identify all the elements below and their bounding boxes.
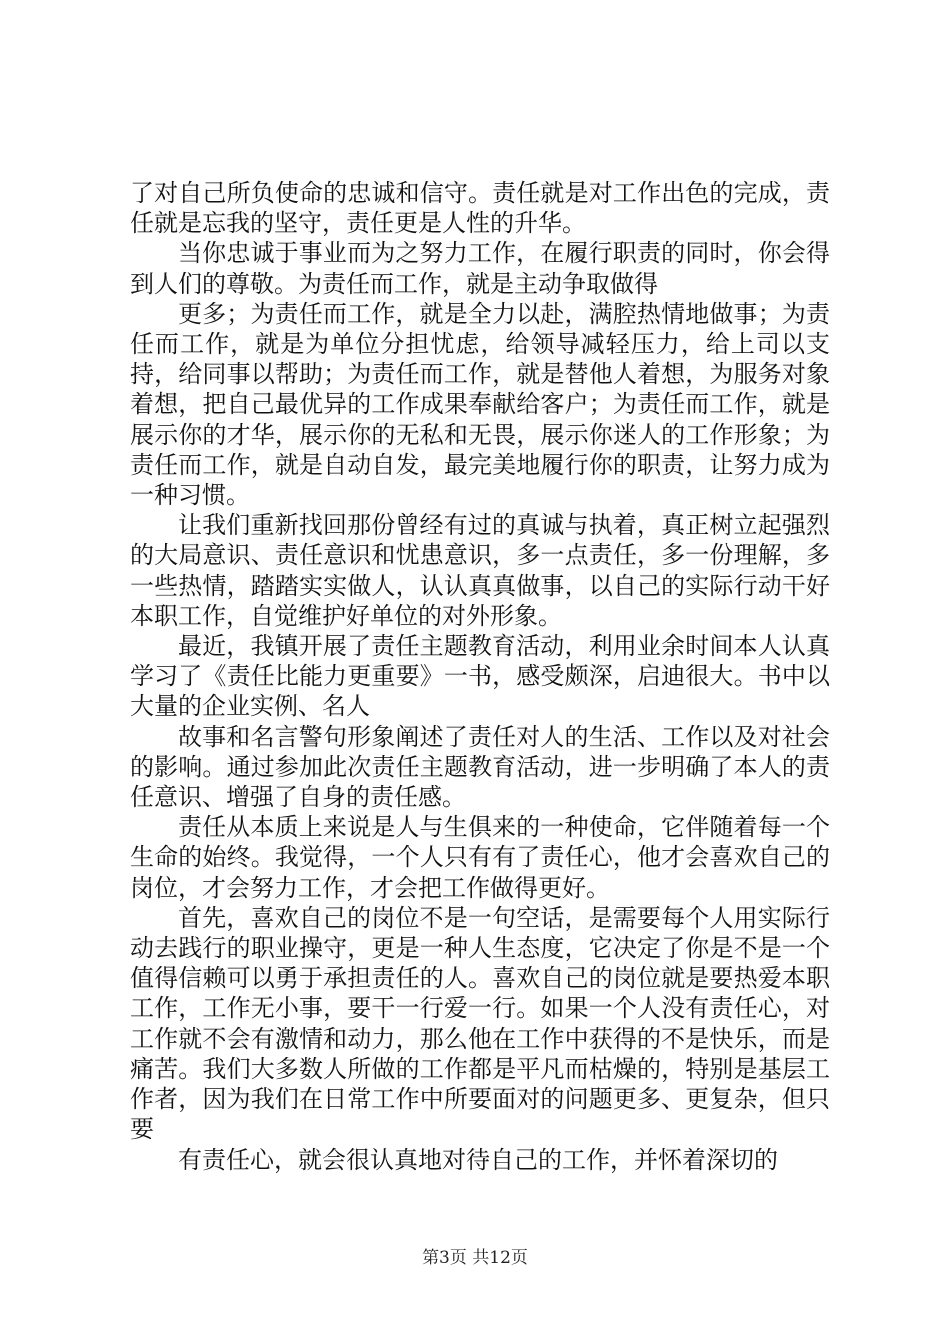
paragraph-1: 了对自己所负使命的忠诚和信守。责任就是对工作出色的完成，责任就是忘我的坚守，责任更是人性的升华。: [130, 179, 830, 238]
page-number-footer: 第3页 共12页: [422, 1248, 528, 1268]
paragraph-4: 让我们重新找回那份曾经有过的真诚与执着，真正树立起强烈的大局意识、责任意识和忧患意识，多一点责任，多一份理解，多一些热情，踏踏实实做人，认认真真做事，以自己的实际行动干好本职工作，自觉维护好单位的对外形象。: [130, 511, 830, 630]
body-text: [130, 178, 830, 1175]
paragraph-2: 当你忠诚于事业而为之努力工作，在履行职责的同时，你会得到人们的尊敬。为责任而工作，就是主动争取做得: [130, 239, 830, 298]
paragraph-8: 首先，喜欢自己的岗位不是一句空话，是需要每个人用实际行动去践行的职业操守，更是一种人生态度，它决定了你是不是一个值得信赖可以勇于承担责任的人。喜欢自己的岗位就是要热爱本职工作，工作无小事，要干一行爱一行。如果一个人没有责任心，对工作就不会有激情和动力，那么他在工作中获得的不是快乐，而是痛苦。我们大多数人所做的工作都是平凡而枯燥的，特别是基层工作者，因为我们在日常工作中所要面对的问题更多、更复杂，但只要: [130, 903, 830, 1144]
paragraph-6: 故事和名言警句形象阐述了责任对人的生活、工作以及对社会的影响。通过参加此次责任主题教育活动，进一步明确了本人的责任意识、增强了自身的责任感。: [130, 722, 830, 812]
paragraph-5: 最近，我镇开展了责任主题教育活动，利用业余时间本人认真学习了《责任比能力更重要》一书，感受颇深，启迪很大。书中以大量的企业实例、名人: [130, 632, 830, 721]
paragraph-9: 有责任心，就会很认真地对待自己的工作，并怀着深切的: [178, 1145, 778, 1174]
paragraph-7: 责任从本质上来说是人与生俱来的一种使命，它伴随着每一个生命的始终。我觉得，一个人只有有了责任心，他才会喜欢自己的岗位，才会努力工作，才会把工作做得更好。: [130, 813, 830, 902]
paragraph-3: 更多；为责任而工作，就是全力以赴，满腔热情地做事；为责任而工作，就是为单位分担忧虑，给领导减轻压力，给上司以支持，给同事以帮助；为责任而工作，就是替他人着想，为服务对象着想，把自己最优异的工作成果奉献给客户；为责任而工作，就是展示你的才华，展示你的无私和无畏，展示你迷人的工作形象；为责任而工作，就是自动自发，最完美地履行你的职责，让努力成为一种习惯。: [130, 299, 830, 510]
